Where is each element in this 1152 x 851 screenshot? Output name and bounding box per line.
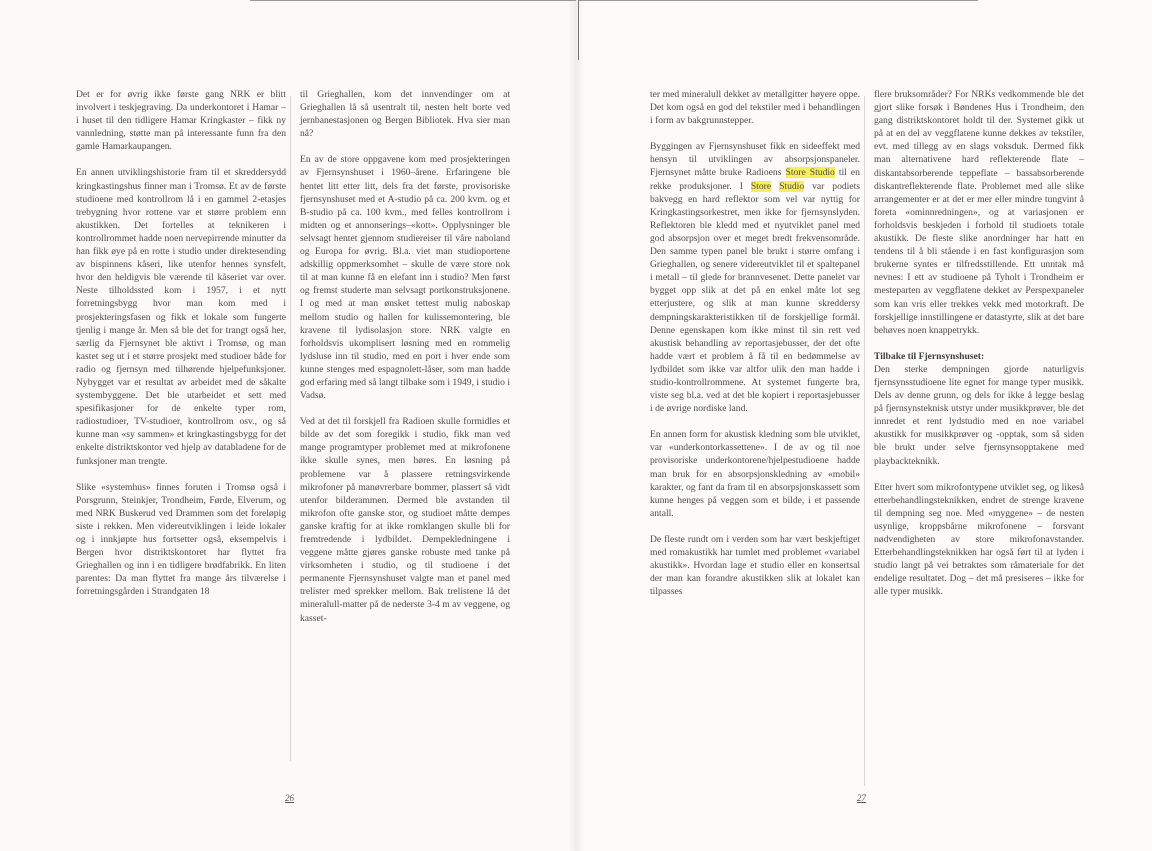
column-4 (874, 88, 1084, 611)
text-run: Byggingen av Fjernsynshuset fikk en sideeffekt med hensyn til utviklingen av absorpsjonspaneler. Fjernsynet måtte bruke Radioens (650, 141, 860, 179)
page-corner-rule (578, 0, 579, 60)
book-gutter (568, 0, 584, 851)
column-divider-right (864, 96, 865, 786)
text-run: til en rekke produksjoner. I (650, 167, 860, 192)
paragraph: ter med mineralull dekket av metallgitter høyere oppe. Det kom også en god del tekstiler med i behandlingen i form av bakgrunnstepper. (650, 89, 860, 127)
highlight-studio: Studio (779, 180, 805, 192)
top-edge-left (250, 0, 576, 1)
paragraph: flere bruksområder? For NRKs vedkommende ble det gjort slike forsøk i Bøndenes Hus i Trondheim, den gang distriktskontoret holdt til der. Systemet gikk ut på at en del av veggflatene kunne dekkes av tekstiler, evt. med tillegg av en slags voksduk. Dermed fikk man alternativene hard reflekterende flate – diskantabsorberende teppeflate – bassabsorberende diskantreflekterende flate. Problemet med alle slike arrangementer er at det er mer eller mindre tungvint å foreta «ominnredningen», og at variasjonen er forholdsvis beskjeden i forhold til studioets totale akustikk. De fleste slike anordninger har hatt en tendens til å bli stående i en fast konfigurasjon som brukerne syntes er tilfredsstillende. Ett unntak må nevnes: I ett av studioene på Tyholt i Trondheim er mesteparten av veggflatene dekket av Perspexpaneler som kan vris eller trekkes vekk med motorkraft. De forskjellige innstillingene er datastyrte, slik at det bare behøves noen knappetrykk. (874, 89, 1084, 336)
column-2 (300, 88, 510, 638)
text-run: var podiets bakvegg en hard reflektor som vel var nyttig for Kringkastingsorkestret, men ikke for fjernsynslyden. Reflektoren ble kledd med et nyutviklet panel med god absorpsjon over et meget bredt frekvensområde. Den samme typen panel ble brukt i større omfang i Grieghallen, og senere videreutviklet til et spaltepanel i metall – til glede for brannvesenet. Dette panelet var bygget opp slik at det på en enkel måte lot seg etterjustere, og slik at man kunne skreddersy dempningskarakteristikken til de forskjellige formål. Denne egenskapen kom ikke minst til sin rett ved akustisk behandling av reportasjebusser, der det ofte hadde vært et problem å få til en bedømmelse av lydbildet som ikke var altfor ulik den man hadde i studio-kontrollrommene. At systemet fungerte bra, viste seg bl.a. ved at det ble kopiert i reportasjebusser i de øvrige nordiske land. (650, 180, 860, 415)
paragraph: Slike «systemhus» finnes foruten i Tromsø også i Porsgrunn, Steinkjer, Trondheim, Førde, Elverum, og med NRK Buskerud ved Drammen som det foreløpig siste i rekken. Men videreutviklingen i leide lokaler og i innkjøpte hus fortsetter også, eksempelvis i Bergen hvor distriktskontoret har flyttet fra Grieghallen og inn i en tidligere brødfabrikk. En liten parentes: Da man flyttet fra mange års tilværelse i forretningsgården i Strandgaten 18 (76, 481, 286, 598)
paragraph: Etter hvert som mikrofontypene utviklet seg, og likeså etterbehandlingsteknikken, endret de strenge kravene til dempning seg noe. Med «myggene» – de nesten usynlige, kroppsbårne mikrofonene – forsvant nødvendigheten av store mikrofonavstander. Etterbehandlingsteknikken har også ført til at lyden i studio langt på vei betraktes som råmateriale for det endelige resultatet. Dog – det må presiseres – ikke for alle typer musikk. (874, 481, 1084, 598)
paragraph: En annen utviklingshistorie fram til et skreddersydd kringkastingshus finner man i Tromsø. Et av de første studioene med kontrollrom lå i en gammel 2-etasjes trebygning hvor rottene var et større problem enn akustikken. Det fortelles at teknikeren i kontrollrommet hadde noen nervepirrende minutter da han fikk øye på en rotte i studio under direktesending av bispinnens kåseri, like utenfor hennes synsfelt, hvor den heldigvis ble værende til kåseriet var over. Neste tilholdssted kom i 1957, i et nytt forretningsbygg hvor man kom med i prosjekteringsfasen og fikk et lokale som fungerte tjenlig i mange år. Men så ble det for trangt også her, særlig da Fjernsynet ble aktivt i Tromsø, og man kastet seg ut i et større prosjekt med studioer både for radio og fjernsyn med tilhørende hjelpefunksjoner. Nybygget var et resultat av arbeidet med de såkalte systembyggene. Det ble utarbeidet et sett med spesifikasjoner for de enkelte typer rom, radiostudioer, TV-studioer, kontrollrom osv., og så kunne man «sy sammen» et kringkastingsbygg for det enkelte distriktskontor ved hjelp av databladene for de funksjoner man trengte. (76, 167, 286, 467)
column-3 (650, 88, 860, 611)
column-divider-left (290, 96, 291, 761)
paragraph: Ved at det til forskjell fra Radioen skulle formidles et bilde av det som foregikk i studio, fikk man ved mange programtyper problemet med at mikrofonene ikke skulle synes, men høres. En løsning på problemene var å plassere retningsvirkende mikrofoner på manøvrerbare bommer, plassert så vidt utenfor bilderammen. Dermed ble avstanden til mikrofon ofte ganske stor, og studioet måtte dempes ganske kraftig for at ikke romklangen skulle bli for fremtredende i lydbildet. Dempekledningene i veggene måtte gjøres ganske robuste med tanke på virksomheten i studio, og til studioene i det permanente Fjernsynshuset valgte man et panel med trelister med sprekker mellom. Bak trelistene lå det mineralull-matter på de nederste 3-4 m av veggene, og kasset- (300, 416, 510, 624)
highlight-store: Store (750, 180, 772, 192)
highlight-store-studio: Store Studio (785, 167, 835, 179)
paragraph-with-highlights (650, 140, 860, 415)
top-edge-right (578, 0, 978, 1)
paragraph: En annen form for akustisk kledning som ble utviklet, var «underkontorkassettene». I de av og til noe provisoriske underkontorene/hjelpestudioene hadde man bruk for en absorpsjonskledning av «mobil» karakter, og fant da fram til en absorpsjonskassett som kunne henges på veggen som et bilde, i et passende antall. (650, 429, 860, 519)
paragraph: Det er for øvrig ikke første gang NRK er blitt involvert i teskjegraving. Da underkontoret i Hamar – i huset til den tidligere Hamar Kringkaster – fikk ny vannledning, støtte man på interessante funn fra den gamle Hamarkaupangen. (76, 89, 286, 153)
paragraph: De fleste rundt om i verden som har vært beskjeftiget med romakustikk har tumlet med problemet «variabel akustikk». Hvordan lage et studio eller en konsertsal der man kan forandre akustikken slik at lokalet kan tilpasses (650, 533, 860, 598)
paragraph: til Grieghallen, kom det innvendinger om at Grieghallen lå så usentralt til, nesten helt borte ved jernbanestasjonen og Bergen Bibliotek. Hva sier man nå? (300, 89, 510, 140)
page-number-left: 26 (285, 793, 294, 803)
paragraph: En av de store oppgavene kom med prosjekteringen av Fjernsynshuset i 1960–årene. Erfaringene ble hentet litt etter litt, dels fra det første, provisoriske fjernsynshuset med et A-studio på ca. 200 kvm. og et B-studio på ca. 100 kvm., med felles kontrollrom i midten og et annonserings–«kott». Opplysninger ble selvsagt hentet gjennom studiereiser til våre naboland og Europa for øvrig. Bl.a. viet man studioportene adskillig oppmerksomhet – skulle de være store nok til at man kunne få en elefant inn i studio? Men først og fremst studerte man selvsagt portkonstruksjonene. I og med at man ønsket tettest mulig naboskap mellom studio og hallen for kulissemontering, ble kravene til lydisolasjon store. NRK valgte en forholdsvis ukomplisert løsning med en rommelig lydsluse inn til studio, med en port i hver ende som kunne stenges med espagnolett-låser, som man hadde god erfaring med så langt tilbake som i 1949, i studio i Vadsø. (300, 154, 510, 402)
paragraph: Den sterke dempningen gjorde naturligvis fjernsynsstudioene lite egnet for mange typer musikk. Dels av denne grunn, og dels for ikke å legge beslag på fjernsynsteknisk utstyr under musikkprøver, ble det innredet et rent lydstudio med en noe variabel akustikk for musikkprøver og -opptak, som så siden ble brukt under selve fjernsynsopptakene med playbackteknikk. (874, 363, 1084, 467)
column-1 (76, 88, 286, 611)
section-heading: Tilbake til Fjernsynshuset: (874, 350, 985, 362)
page-number-right: 27 (857, 793, 866, 803)
